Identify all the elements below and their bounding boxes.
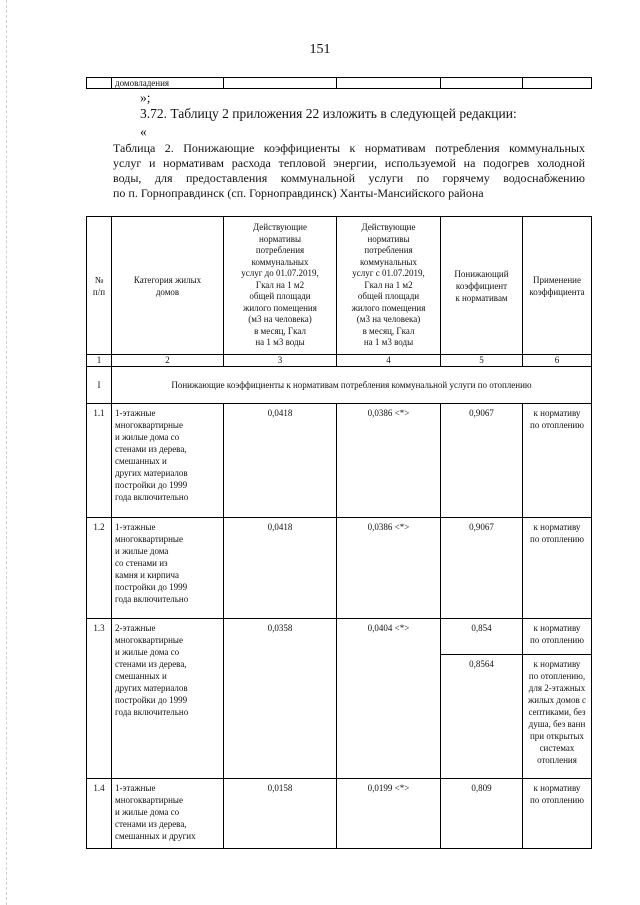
row-coefficient: 0,9067 bbox=[441, 404, 523, 518]
column-index: 5 bbox=[441, 355, 523, 367]
scan-edge bbox=[6, 0, 7, 905]
section-number: I bbox=[87, 367, 112, 404]
column-index-row bbox=[87, 355, 592, 367]
row-norm-after: 0,0404 <*> bbox=[337, 619, 441, 779]
row-coefficient: 0,854 bbox=[441, 619, 523, 655]
row-norm-after: 0,0386 <*> bbox=[337, 404, 441, 518]
row-norm-before: 0,0358 bbox=[224, 619, 337, 779]
column-index: 4 bbox=[337, 355, 441, 367]
column-index: 2 bbox=[112, 355, 224, 367]
header-norm-before: Действующие нормативы потребления коммунальных услуг до 01.07.2019, Гкал на 1 м2 общей площади жилого помещения (м3 на человека) в месяц, Гкал на 1 м3 воды bbox=[224, 217, 337, 355]
table-header-row bbox=[87, 217, 592, 355]
header-norm-after: Действующие нормативы потребления коммунальных услуг с 01.07.2019, Гкал на 1 м2 общей площади жилого помещения (м3 на человека) в месяц, Гкал на 1 м3 воды bbox=[337, 217, 441, 355]
amendment-text: 3.72. Таблицу 2 приложения 22 изложить в следующей редакции: bbox=[140, 106, 517, 121]
table-caption-line-2: услуг и нормативам расхода тепловой энергии, используемой на подогрев холодной bbox=[113, 156, 585, 170]
row-number: 1.1 bbox=[87, 404, 112, 518]
table-row bbox=[87, 518, 592, 619]
row-coefficient-2: 0,8564 bbox=[441, 655, 523, 779]
page-number: 151 bbox=[309, 42, 331, 57]
prev-table-cell: домовладения bbox=[112, 78, 224, 89]
open-quote: « bbox=[140, 124, 147, 139]
row-norm-before: 0,0418 bbox=[224, 404, 337, 518]
table-row bbox=[87, 404, 592, 518]
table-row bbox=[87, 779, 592, 849]
row-coefficient: 0,809 bbox=[441, 779, 523, 849]
header-category: Категория жилых домов bbox=[112, 217, 224, 355]
row-norm-before: 0,0418 bbox=[224, 518, 337, 619]
table-caption-line-1: Таблица 2. Понижающие коэффициенты к нормативам потребления коммунальных bbox=[113, 141, 585, 155]
row-application: к нормативу по отоплению bbox=[523, 518, 592, 619]
column-index: 1 bbox=[87, 355, 112, 367]
section-row bbox=[87, 367, 592, 404]
row-application: к нормативу по отоплению bbox=[523, 404, 592, 518]
row-category: 1-этажные многоквартирные и жилые дома со стенами из дерева, смешанных и других bbox=[112, 779, 224, 849]
row-norm-after: 0,0386 <*> bbox=[337, 518, 441, 619]
header-num: № п/п bbox=[87, 217, 112, 355]
row-application-2: к нормативу по отоплению, для 2-этажных жилых домов с септиками, без душа, без ванн при открытых системах отопления bbox=[523, 655, 592, 779]
row-category: 1-этажные многоквартирные и жилые дома со стенами из дерева, смешанных и других материалов постройки до 1999 года включительно bbox=[112, 404, 224, 518]
close-quote: »; bbox=[140, 90, 151, 105]
row-category: 1-этажные многоквартирные и жилые дома со стенами из камня и кирпича постройки до 1999 года включительно bbox=[112, 518, 224, 619]
section-title: Понижающие коэффициенты к нормативам потребления коммунальной услуги по отоплению bbox=[112, 367, 592, 404]
row-application: к нормативу по отоплению bbox=[523, 779, 592, 849]
row-coefficient: 0,9067 bbox=[441, 518, 523, 619]
row-norm-after: 0,0199 <*> bbox=[337, 779, 441, 849]
column-index: 3 bbox=[224, 355, 337, 367]
row-number: 1.3 bbox=[87, 619, 112, 779]
row-number: 1.4 bbox=[87, 779, 112, 849]
row-category: 2-этажные многоквартирные и жилые дома со стенами из дерева, смешанных и других материалов постройки до 1999 года включительно bbox=[112, 619, 224, 779]
coefficient-table bbox=[86, 216, 592, 849]
table-caption-line-3: воды, для предоставления коммунальной услуги по горячему водоснабжению bbox=[113, 171, 585, 185]
table-caption-line-4: по п. Горноправдинск (сп. Горноправдинск) Ханты-Мансийского района bbox=[113, 186, 484, 200]
column-index: 6 bbox=[523, 355, 592, 367]
row-norm-before: 0,0158 bbox=[224, 779, 337, 849]
header-coefficient: Понижающий коэффициент к нормативам bbox=[441, 217, 523, 355]
row-application: к нормативу по отоплению bbox=[523, 619, 592, 655]
row-number: 1.2 bbox=[87, 518, 112, 619]
table-row bbox=[87, 619, 592, 655]
previous-table-fragment bbox=[86, 77, 592, 89]
header-application: Применение коэффициента bbox=[523, 217, 592, 355]
